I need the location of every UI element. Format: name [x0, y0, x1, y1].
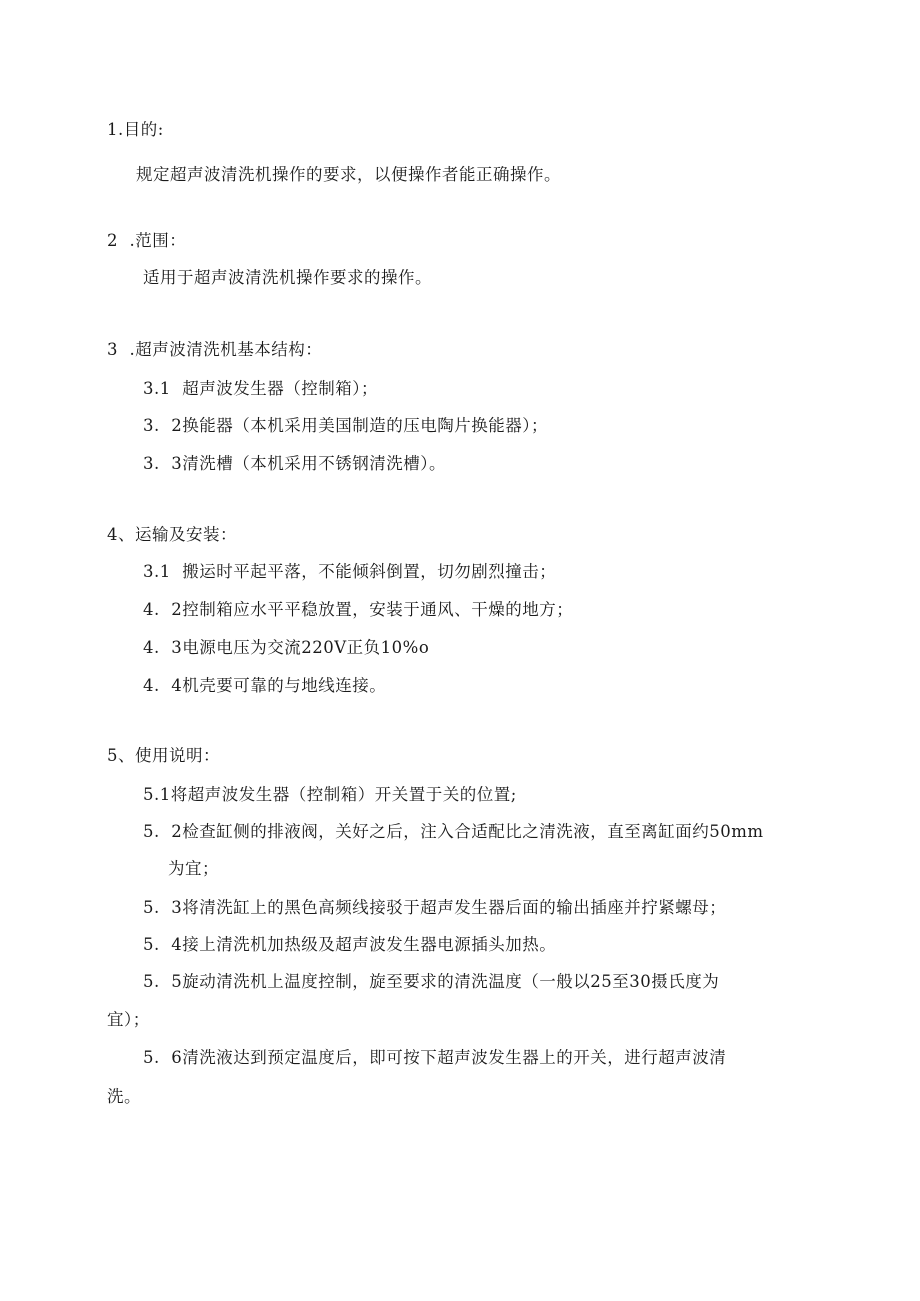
section-4-heading: 4、运输及安装：: [107, 525, 237, 544]
section-5-item: 5. 4接上清洗机加热级及超声波发生器电源插头加热。: [143, 935, 557, 954]
section-5-item-continuation: 洗。: [107, 1087, 141, 1106]
section-4-item: 3.1 搬运时平起平落，不能倾斜倒置，切勿剧烈撞击；: [143, 562, 557, 581]
section-5-item: 5. 2检查缸侧的排液阀，关好之后，注入合适配比之清洗液，直至离缸面约50mm: [143, 822, 764, 841]
section-5-item: 5. 5旋动清洗机上温度控制，旋至要求的清洗温度（一般以25至30摄氏度为: [143, 972, 720, 991]
section-3-item: 3. 3清洗槽（本机采用不锈钢清洗槽）。: [143, 454, 446, 473]
section-5-item: 5. 6清洗液达到预定温度后，即可按下超声波发生器上的开关，进行超声波清: [143, 1048, 727, 1067]
section-5-item: 5. 3将清洗缸上的黑色高频线接驳于超声发生器后面的输出插座并拧紧螺母；: [143, 898, 727, 917]
section-3-item: 3. 2换能器（本机采用美国制造的压电陶片换能器）；: [143, 416, 548, 435]
section-5-item-continuation: 宜）；: [107, 1010, 150, 1029]
section-5-item-continuation: 为宜；: [168, 859, 219, 878]
section-5-heading: 5、使用说明：: [107, 746, 220, 765]
section-2-heading: 2 .范围：: [107, 231, 187, 250]
section-2-text: 适用于超声波清洗机操作要求的操作。: [143, 268, 432, 287]
section-1-text: 规定超声波清洗机操作的要求，以便操作者能正确操作。: [136, 165, 561, 184]
section-4-item: 4. 2控制箱应水平平稳放置，安装于通风、干燥的地方；: [143, 600, 574, 619]
section-4-item: 4. 3电源电压为交流220V正负10%o: [143, 638, 430, 657]
section-3-item: 3.1 超声波发生器（控制箱）；: [143, 379, 378, 398]
section-1-heading: 1.目的:: [107, 120, 164, 139]
section-5-item: 5.1将超声波发生器（控制箱）开关置于关的位置;: [143, 785, 517, 804]
section-4-item: 4. 4机壳要可靠的与地线连接。: [143, 676, 387, 695]
section-3-heading: 3 .超声波清洗机基本结构：: [107, 340, 323, 359]
